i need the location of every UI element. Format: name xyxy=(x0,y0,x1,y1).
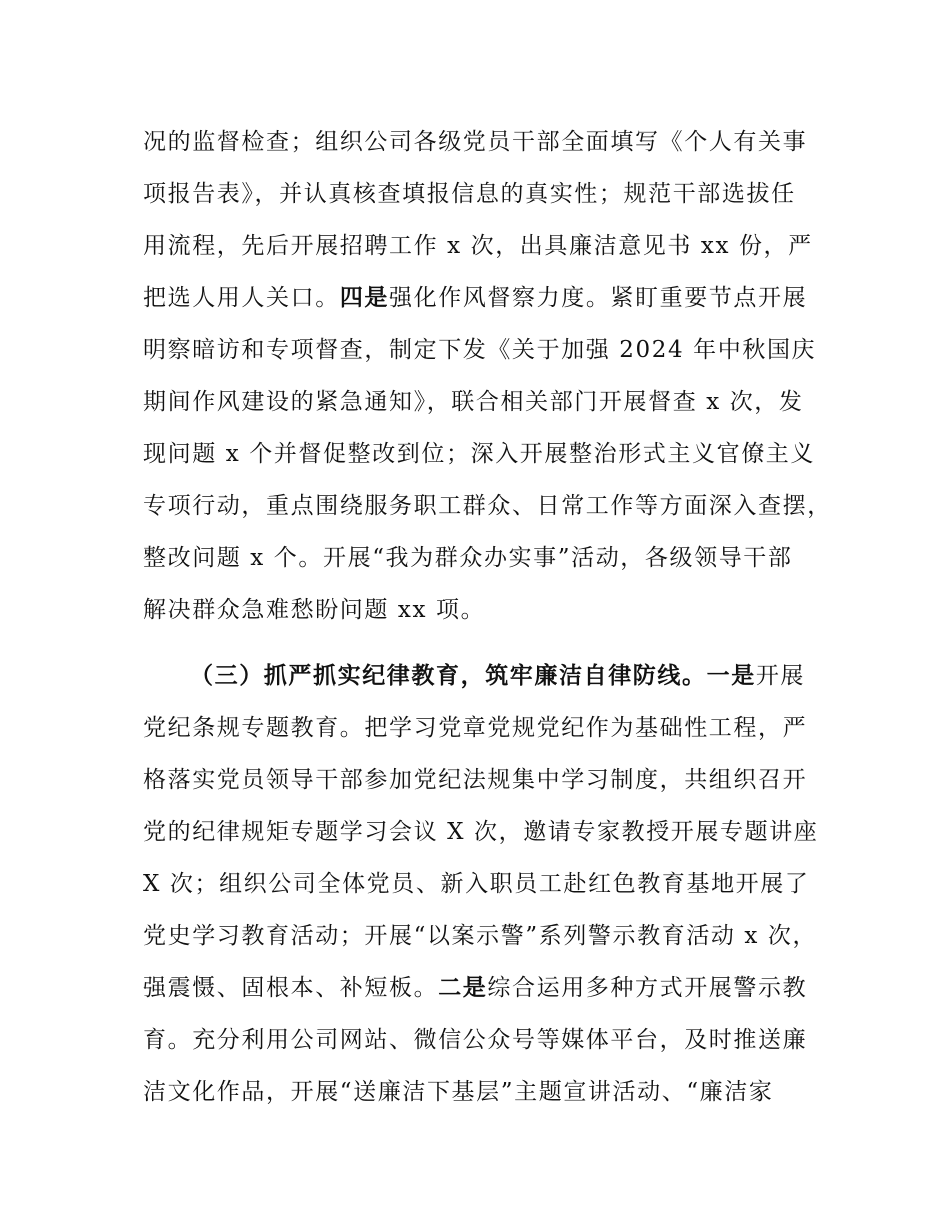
text-line: 党史学习教育活动；开展“以案示警”系列警示教育活动 x 次， xyxy=(143,923,818,949)
item-label: 二是 xyxy=(438,975,488,1001)
text-line: 况的监督检查；组织公司各级党员干部全面填写《个人有关事 xyxy=(143,129,808,155)
text-line: 强震慑、固根本、补短板。二是综合运用多种方式开展警示教 xyxy=(143,975,808,1001)
text-line: 格落实党员领导干部参加党纪法规集中学习制度，共组织召开 xyxy=(143,767,808,793)
text-line: 期间作风建设的紧急通知》，联合相关部门开展督查 x 次，发 xyxy=(143,389,804,415)
item-label: 四是 xyxy=(339,285,390,311)
text-line: X 次；组织公司全体党员、新入职员工赴红色教育基地开展了 xyxy=(143,871,810,897)
text-line: 把选人用人关口。四是强化作风督察力度。紧盯重要节点开展 xyxy=(143,285,808,311)
section-heading-line: （三）抓严抓实纪律教育，筑牢廉洁自律防线。一是开展 xyxy=(190,663,806,689)
text-line: 整改问题 x 个。开展“我为群众办实事”活动，各级领导干部 xyxy=(143,545,793,571)
text-line: 明察暗访和专项督查，制定下发《关于加强 2024 年中秋国庆 xyxy=(143,337,817,363)
text-line: 现问题 x 个并督促整改到位；深入开展整治形式主义官僚主义 xyxy=(143,441,815,467)
section-heading: （三）抓严抓实纪律教育，筑牢廉洁自律防线。 xyxy=(190,663,707,689)
text-line: 项报告表》，并认真核查填报信息的真实性；规范干部选拔任 xyxy=(143,181,796,207)
text-line: 用流程，先后开展招聘工作 x 次，出具廉洁意见书 xx 份，严 xyxy=(143,233,813,259)
text-line: 党纪条规专题教育。把学习党章党规党纪作为基础性工程，严 xyxy=(143,715,808,741)
item-label: 一是 xyxy=(706,663,756,689)
text-line: 育。充分利用公司网站、微信公众号等媒体平台，及时推送廉 xyxy=(143,1027,808,1053)
text-line: 洁文化作品，开展“送廉洁下基层”主题宣讲活动、“廉洁家 xyxy=(143,1079,774,1105)
text-line: 党的纪律规矩专题学习会议 X 次，邀请专家教授开展专题讲座 xyxy=(143,819,819,845)
text-line: 解决群众急难愁盼问题 xx 项。 xyxy=(143,597,486,623)
text-line: 专项行动，重点围绕服务职工群众、日常工作等方面深入查摆， xyxy=(143,493,832,519)
